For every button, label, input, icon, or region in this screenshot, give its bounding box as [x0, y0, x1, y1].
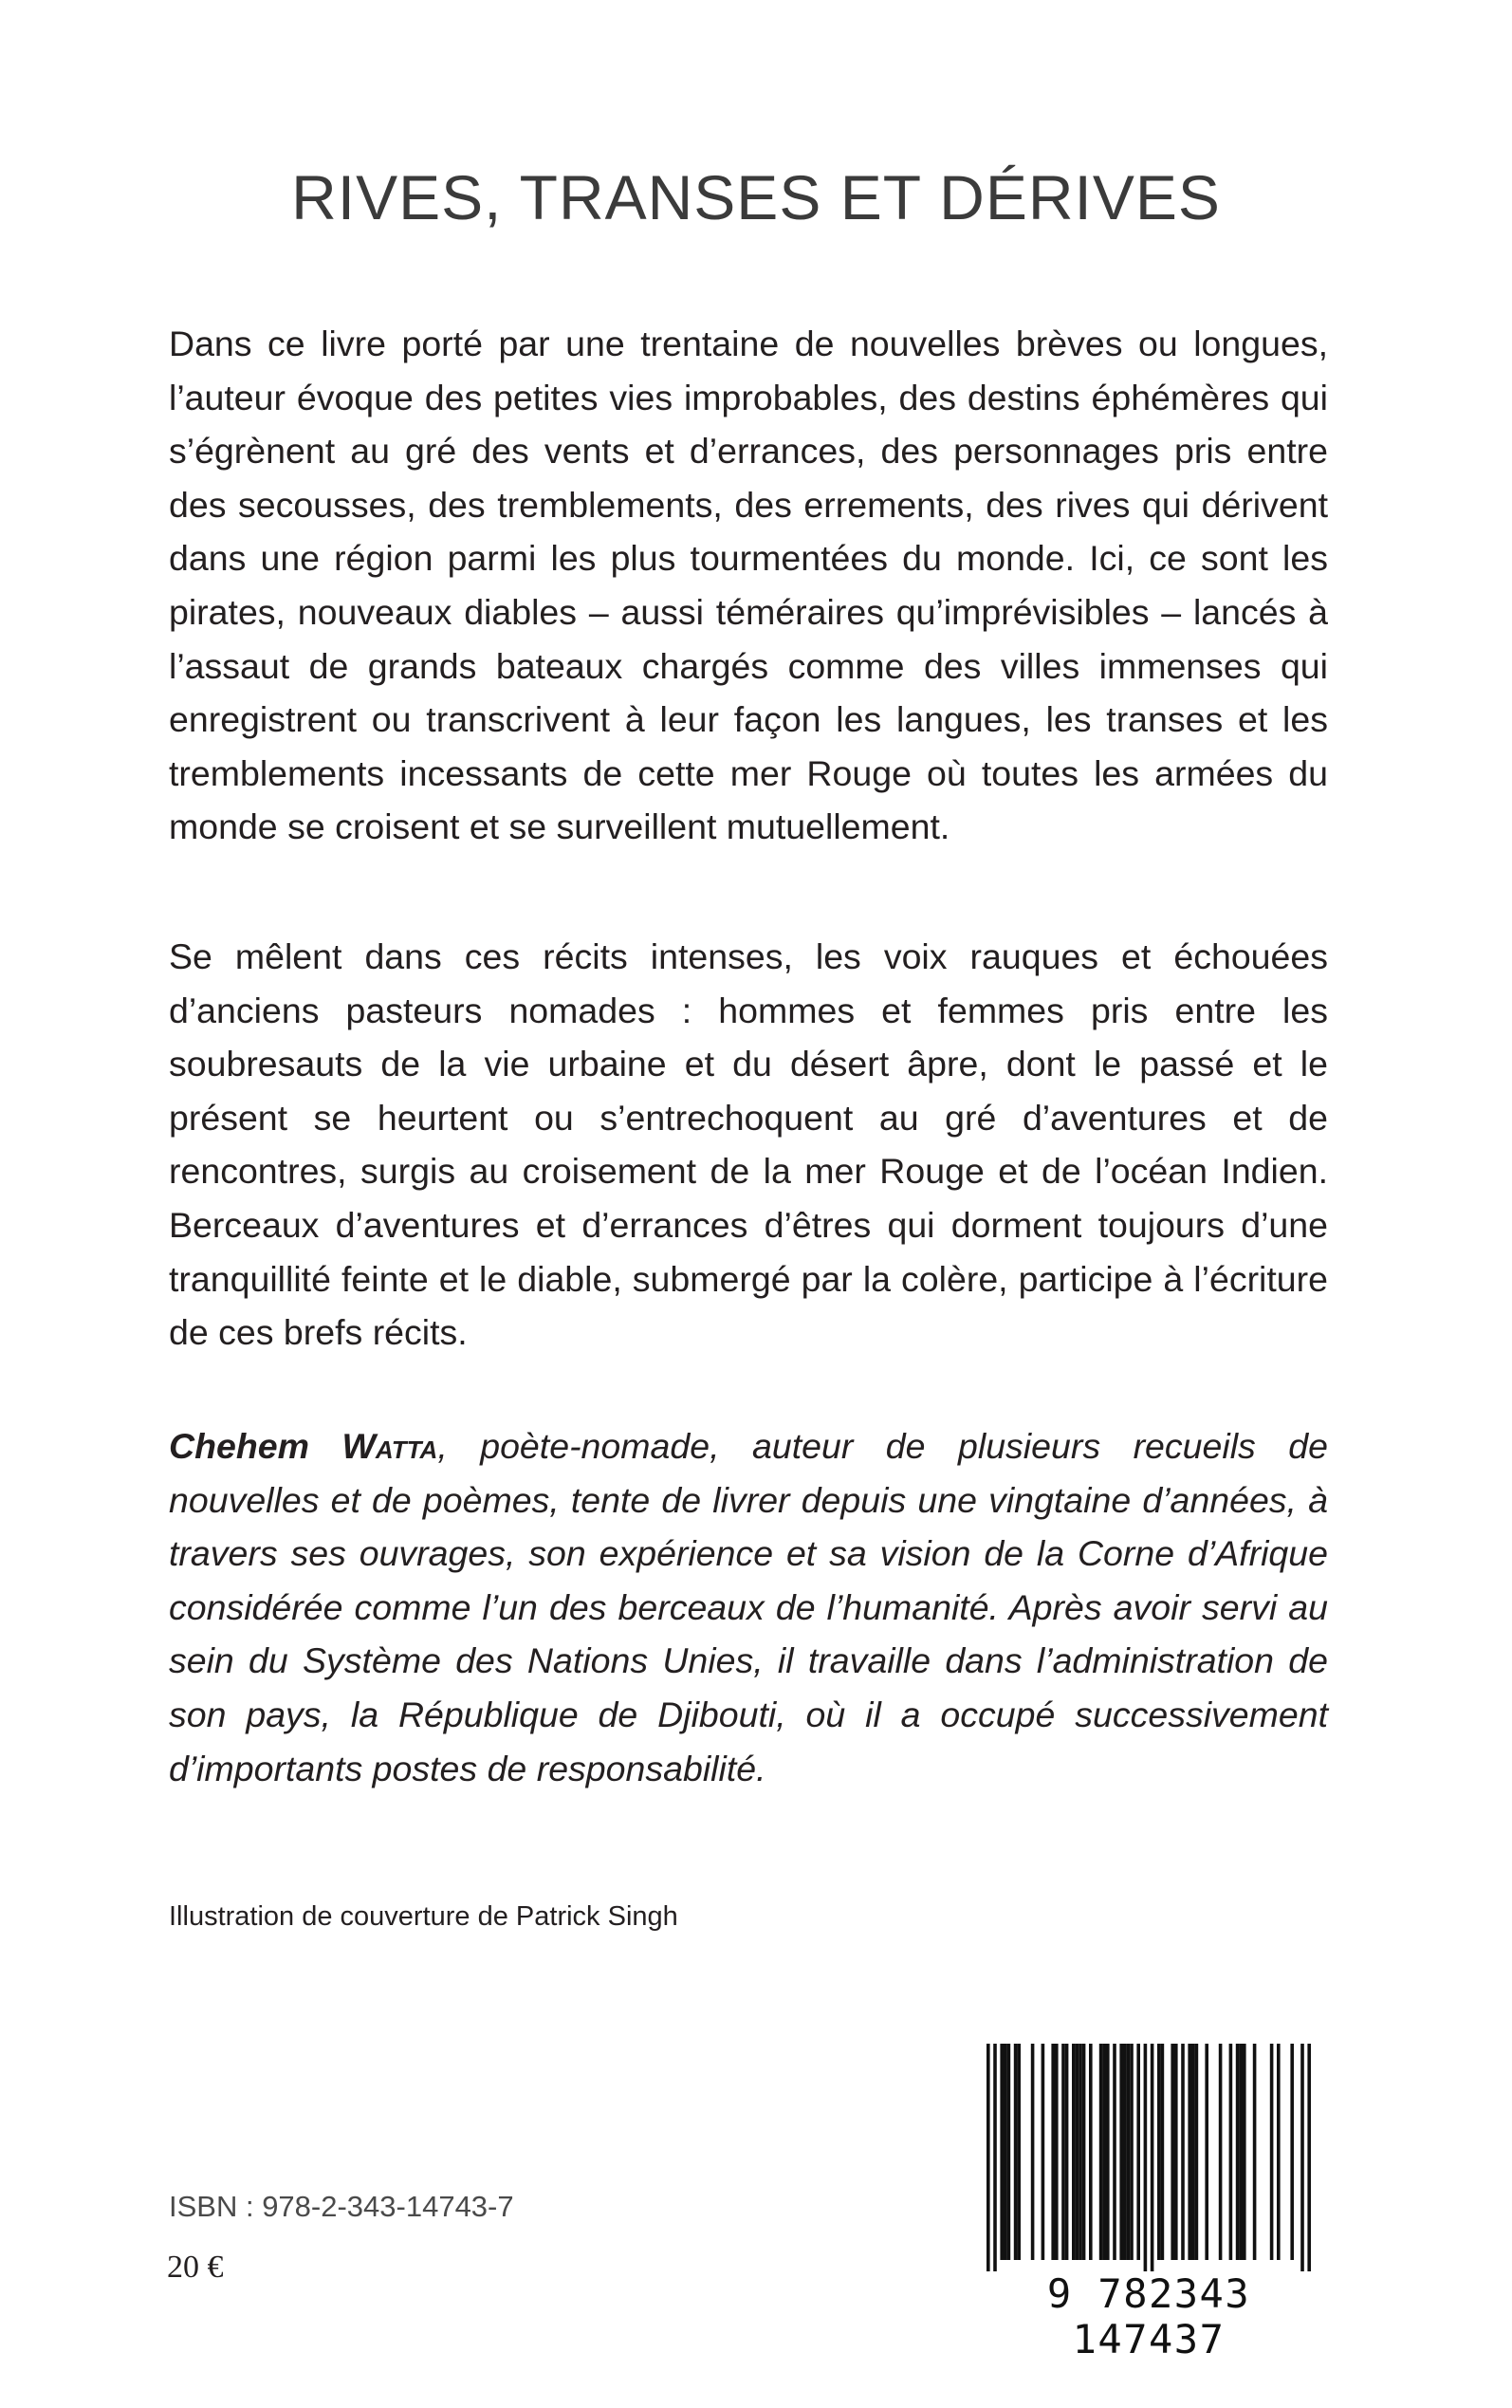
barcode-bar [1161, 2044, 1165, 2260]
barcode-bar [1065, 2044, 1069, 2260]
summary-paragraph-1: Dans ce livre porté par une trentaine de nouvelles brèves ou longues, l’auteur évoque des petites vies improbables, des destins éphémères qui s’égrènent au gré des vents et d’errances, des personnages pris entre des secousses, des tremblements, des errements, des rives qui dérivent dans une région parmi les plus tourmentées du monde. Ici, ce sont les pirates, nouveaux diables – aussi téméraires qu’imprévisibles – lancés à l’assaut de grands bateaux chargés comme des villes immenses qui enregistrent ou transcrivent à leur façon les langues, les transes et les tremblements incessants de cette mer Rouge où toutes les armées du monde se croisent et se surveillent mutuellement. [169, 324, 1328, 847]
barcode-bar [1205, 2044, 1208, 2260]
barcode-bar [1219, 2044, 1223, 2260]
barcode-bar [1031, 2044, 1035, 2260]
barcode-bar [1099, 2044, 1103, 2260]
barcode-bar [1113, 2044, 1116, 2260]
barcode [975, 2044, 1322, 2362]
barcode-bar [1243, 2044, 1246, 2260]
barcode-bar [1239, 2044, 1243, 2260]
barcode-bar [1072, 2044, 1076, 2260]
barcode-bar [1014, 2044, 1018, 2260]
barcode-bar [1102, 2044, 1106, 2260]
barcode-bar [1082, 2044, 1086, 2260]
barcode-bar [1017, 2044, 1021, 2260]
barcode-bar [1144, 2044, 1148, 2271]
barcode-bar [1236, 2044, 1240, 2260]
barcode-bar [1300, 2044, 1304, 2271]
barcode-bar [1130, 2044, 1134, 2260]
barcode-digits: 9 782343 147437 [1046, 2270, 1251, 2362]
author-bio-text: , poète-nomade, auteur de plusieurs recueils de nouvelles et de poèmes, tente de livrer depuis une vingtaine d’années, à travers ses ouvrages, son expérience et sa vision de la Corne d’Afrique considérée comme l’un des berceaux de l’humanité. Après avoir servi au sein du Système des Nations Unies, il travaille dans l’administration de son pays, la République de Djibouti, où il a occupé successivement d’importants postes de responsabilité. [169, 1426, 1328, 1788]
barcode-bar [1307, 2044, 1311, 2271]
isbn-label: ISBN : 978-2-343-14743-7 [169, 2190, 514, 2223]
barcode-bar [1136, 2044, 1140, 2260]
barcode-bars-icon [975, 2044, 1322, 2271]
author-last-name: Watta [341, 1426, 438, 1466]
barcode-bar [1151, 2044, 1154, 2271]
barcode-bar [1106, 2044, 1110, 2260]
barcode-bar [1253, 2044, 1257, 2260]
barcode-bar [1119, 2044, 1123, 2260]
barcode-bar [1061, 2044, 1065, 2260]
author-bio [169, 1419, 1328, 1795]
barcode-bar [1188, 2044, 1191, 2260]
barcode-bar [986, 2044, 990, 2271]
book-title: RIVES, TRANSES ET DÉRIVES [291, 162, 1221, 232]
barcode-bar [1290, 2044, 1294, 2260]
barcode-bar [1123, 2044, 1127, 2260]
barcode-bar [993, 2044, 997, 2271]
barcode-bar [1089, 2044, 1093, 2260]
summary-paragraph-2: Se mêlent dans ces récits intenses, les voix rauques et échouées d’anciens pasteurs nomades : hommes et femmes pris entre les soubresauts de la vie urbaine et du désert âpre, dont le passé et le présent se heurtent ou s’entrechoquent au gré d’aventures et de rencontres, surgis au croisement de la mer Rouge et de l’océan Indien. Berceaux d’aventures et d’errances d’êtres qui dorment toujours d’une tranquillité feinte et le diable, submergé par la colère, participe à l’écriture de ces brefs récits. [169, 936, 1328, 1353]
barcode-bar [1007, 2044, 1011, 2260]
illustration-credit: Illustration de couverture de Patrick Singh [169, 1901, 678, 1932]
barcode-bar [1191, 2044, 1195, 2260]
author-first-name: Chehem [169, 1426, 342, 1466]
barcode-bar [1277, 2044, 1281, 2260]
barcode-bar [1174, 2044, 1178, 2260]
barcode-bar [1270, 2044, 1274, 2260]
barcode-bar [1229, 2044, 1233, 2260]
barcode-bar [1051, 2044, 1055, 2260]
barcode-bar [1055, 2044, 1059, 2260]
barcode-bar [1042, 2044, 1045, 2260]
barcode-bar [1000, 2044, 1004, 2260]
barcode-bar [1004, 2044, 1007, 2260]
price-label: 20 € [167, 2250, 224, 2285]
barcode-bar [1171, 2044, 1174, 2260]
barcode-bar [1079, 2044, 1082, 2260]
barcode-bar [1157, 2044, 1161, 2260]
barcode-bar [1181, 2044, 1185, 2260]
barcode-bar [1076, 2044, 1079, 2260]
barcode-bar [1195, 2044, 1199, 2260]
barcode-bar [1127, 2044, 1131, 2260]
